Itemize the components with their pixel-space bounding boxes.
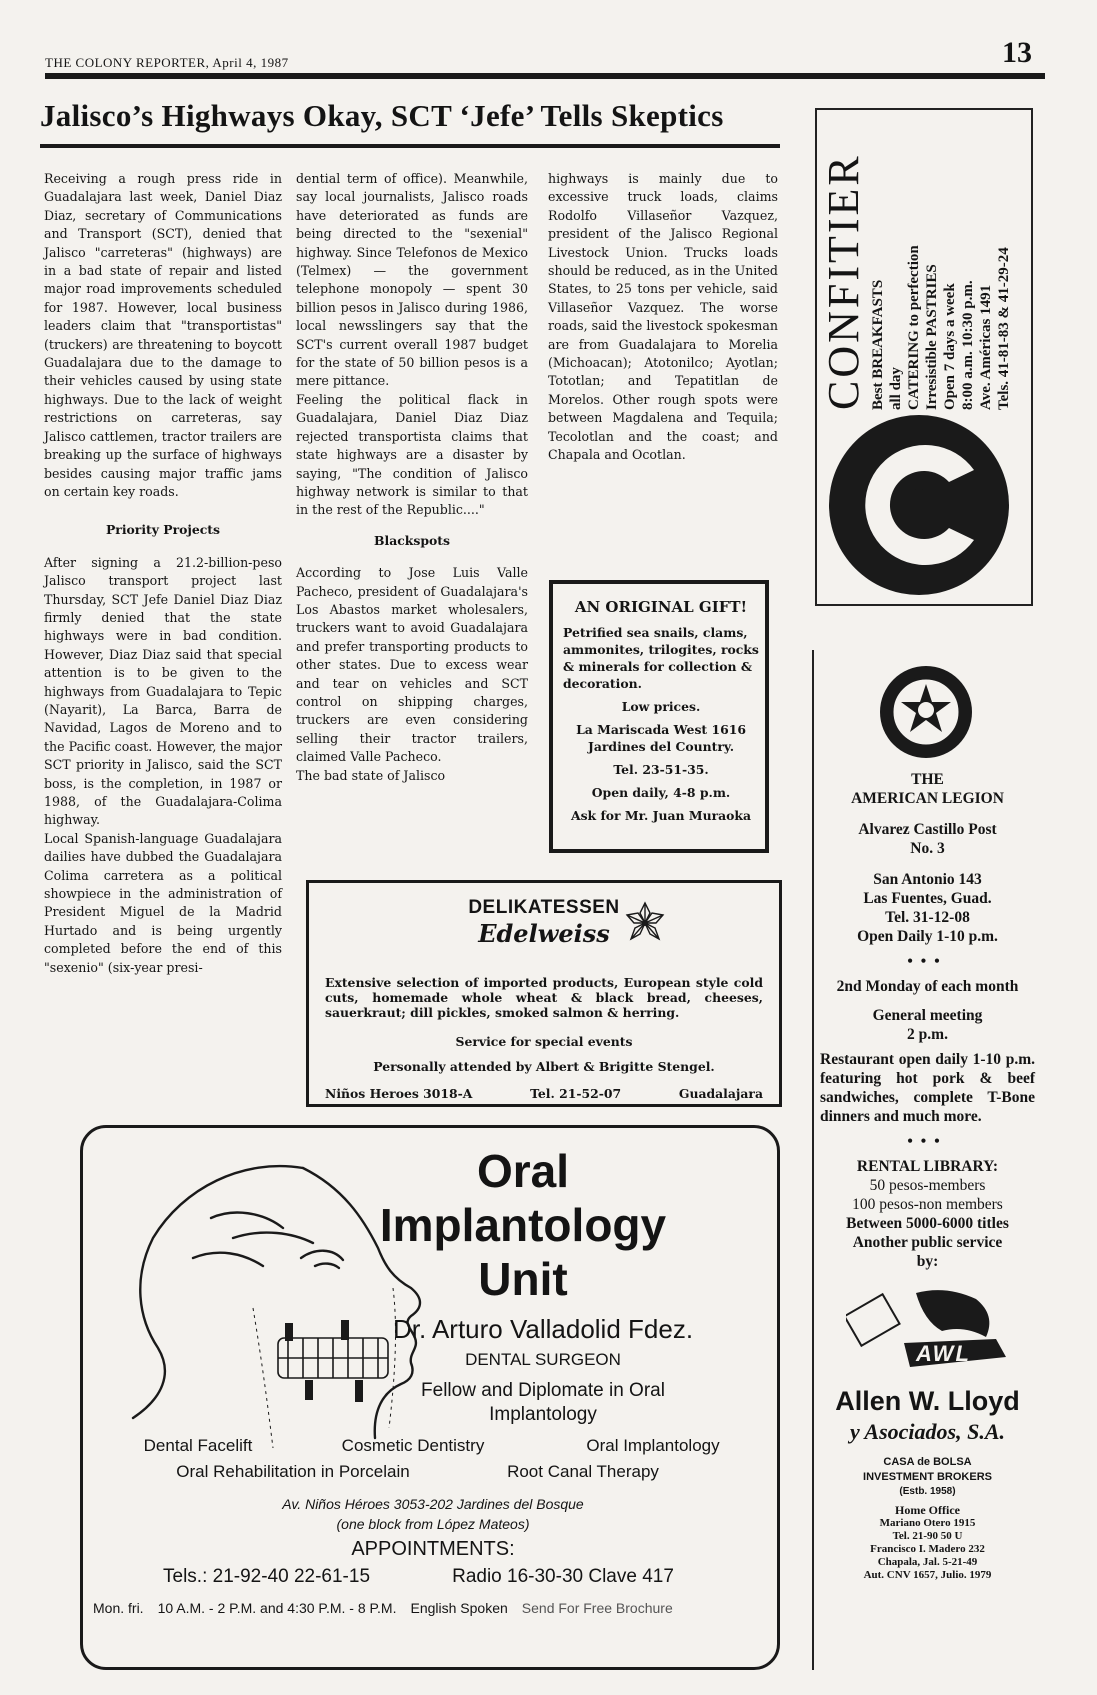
dental-ad [80, 1125, 780, 1670]
subhead-blackspots: Blackspots [374, 532, 450, 548]
dental-address: Av. Niños Héroes 3053-202 Jardines del Bosque [282, 1496, 584, 1512]
library-line: 100 pesos-non members [852, 1196, 1003, 1213]
confitier-line: Open 7 days a week [942, 283, 958, 410]
confitier-line: CATERING to perfection [906, 245, 922, 410]
library-line: by: [916, 1253, 939, 1270]
legion-ad [812, 650, 1039, 1670]
deli-ad-script-name: Edelweiss [478, 919, 610, 948]
legion-title: AMERICAN LEGION [851, 790, 1004, 807]
lloyd-asociados: y Asociados, S.A. [849, 1419, 1006, 1444]
gift-ad [549, 580, 769, 853]
edelweiss-flower-icon [623, 899, 667, 947]
lloyd-office: Chapala, Jal. 5-21-49 [877, 1556, 978, 1568]
article-paragraph: After signing a 21.2-billion-peso Jalisco transport project last Thursday, SCT Jefe Daniel Diaz Diaz firmly denied that the state highways were in bad condition. However, Diaz Diaz said that special attention is to be given to the highways from Guadalajara to Tepic (Nayarit), La Barca, Barra de Navidad, Lagos de Moreno and to the Pacific coast. However, the major SCT priority in Jalisco, said the SCT boss, is the completion, in 1987 or 1988, of the Guadalajara-Colima highway. [44, 554, 282, 828]
dental-hours-row [93, 1600, 763, 1616]
article-paragraph: Receiving a rough press ride in Guadalajara last week, Daniel Diaz Diaz, secretary of Communications and Transport (SCT), denied that Jalisco "carreteras" (highways) are in a bad state of repair and listed major road improvements scheduled for 1987. However, local business leaders claim that "transportistas" (truckers) are threatening to boycott Guadalajara due to the damage to their vehicles caused by using state highways. Due to the lack of weight restrictions on carreteras, say Jalisco cattlemen, tractor trailers are breaking up the surface of highways besides causing major traffic jams on certain key roads. [44, 171, 282, 499]
gift-ad-address: La Mariscada West 1616 Jardines del Country. [576, 722, 746, 754]
deli-ad-address: Niños Heroes 3018-A [325, 1086, 473, 1101]
article-column-2 [296, 170, 528, 785]
subhead-priority-projects: Priority Projects [105, 522, 220, 538]
article-column-3 [548, 170, 778, 465]
page-number: 13 [1002, 36, 1032, 69]
deli-ad-body: Extensive selection of imported products, European style cold cuts, homemade whole wheat & black bread, cheeses, sauerkraut; dill pickles, smoked salmon & herring. [325, 975, 763, 1020]
article-paragraph: highways is mainly due to excessive truck loads, claims Rodolfo Villaseñor Vazquez, president of the Jalisco Regional Livestock Union. Trucks loads should be reduced, as in the United States, to 25 tons per vehicle, said Villaseñor Vazquez. The worse roads, said the livestock spokesman are from Guadalajara to Morelia (Michoacan); Atotonilco; Ayotlan; Tototlan; and Tepatitlan de Morelos. Other rough spots were between Magdalena and Tequila; Tecolotlan and the coast; and Chapala and Ocotlan. [548, 171, 778, 463]
deli-ad-tel: Tel. 21-52-07 [530, 1086, 622, 1101]
deli-ad-footer [325, 1086, 763, 1101]
deli-logo [325, 897, 763, 955]
deli-ad [306, 880, 782, 1107]
confitier-name: CONFITIER [819, 153, 868, 410]
gift-ad-body: Petrified sea snails, clams, ammonites, trilogites, rocks & minerals for collection & decoration. [563, 625, 759, 691]
legion-restaurant: Restaurant open daily 1-10 p.m. featuring hot pork & beef sandwiches, complete T-Bone dinners and much more. [820, 1051, 1035, 1125]
article-paragraph: dential term of office). Meanwhile, say local journalists, Jalisco roads have deteriorated as funds are being directed to the "sexenial" highway. Since Telefonos de Mexico (Telmex) — the government telephone monopoly — spent 30 billion pesos in Jalisco during 1986, local newsslingers say that the SCT's current overall 1987 budget for the state of 50 billion pesos is a mere pittance. [296, 171, 528, 389]
legion-meeting: General meeting [872, 1007, 983, 1024]
article-paragraph: The bad state of Jalisco [296, 767, 446, 783]
article-paragraph: According to Jose Luis Valle Pacheco, president of Guadalajara's Los Abastos market wholesalers, truckers want to avoid Guadalajara and prefer transporting products to other states. Due to excess wear and tear on vehicles and SCT control on shipping charges, truckers are even considering selling their tractor trailers, claimed Valle Pacheco. [296, 565, 528, 765]
library-title: RENTAL LIBRARY: [856, 1158, 999, 1175]
legion-tel: Tel. 31-12-08 [885, 909, 970, 926]
deli-ad-title: DELIKATESSEN [468, 897, 620, 918]
library-line: Between 5000-6000 titles [846, 1215, 1009, 1232]
separator-dots: ••• [907, 1133, 948, 1150]
american-legion-emblem-icon [876, 662, 976, 762]
dental-service: Root Canal Therapy [507, 1462, 659, 1481]
dental-brochure: Send For Free Brochure [521, 1600, 673, 1616]
lloyd-office: Aut. CNV 1657, Julio. 1979 [863, 1569, 992, 1581]
library-line: Another public service [852, 1234, 1003, 1251]
masthead-rule [45, 73, 1045, 79]
lloyd-name: Allen W. Lloyd [835, 1386, 1020, 1416]
lloyd-casa: CASA de BOLSA [883, 1456, 972, 1468]
confitier-line: Tels. 41-81-83 & 41-29-24 [996, 247, 1012, 410]
dental-hours-day: Mon. fri. [93, 1600, 144, 1616]
article-column-1 [44, 170, 282, 977]
legion-hours: Open Daily 1-10 p.m. [857, 928, 998, 945]
gift-ad-prices: Low prices. [621, 699, 701, 714]
dental-address: (one block from López Mateos) [336, 1516, 530, 1532]
separator-dots: ••• [907, 953, 948, 970]
article-paragraph: Local Spanish-language Guadalajara dailies have dubbed the Guadalajara Colima carretera as a political showpiece in the administration of President Miguel de la Madrid Hurtado and is being urgently completed before the end of this "sexenio" (six-year presi- [44, 830, 282, 975]
masthead-publication: THE COLONY REPORTER, April 4, 1987 [45, 55, 289, 70]
dental-appointments: APPOINTMENTS: [351, 1538, 515, 1560]
confitier-line: Best BREAKFASTS [870, 279, 886, 410]
confitier-line: Irresistible PASTRIES [924, 264, 940, 410]
library-line: 50 pesos-members [869, 1177, 986, 1194]
dental-tels: Tels.: 21-92-40 22-61-15 [163, 1566, 371, 1587]
legion-address: San Antonio 143 [873, 871, 982, 888]
legion-meeting: 2 p.m. [907, 1026, 948, 1043]
awl-logo-text: AWL [916, 1341, 971, 1366]
dental-service: Cosmetic Dentistry [341, 1436, 485, 1455]
lloyd-brokers: INVESTMENT BROKERS [863, 1471, 992, 1483]
dental-english: English Spoken [410, 1600, 508, 1616]
dental-doctor: Dr. Arturo Valladolid Fdez. [392, 1314, 694, 1344]
legion-post: No. 3 [910, 840, 945, 857]
confitier-line: Ave. Américas 1491 [978, 284, 994, 410]
deli-ad-attended: Personally attended by Albert & Brigitte Stengel. [373, 1059, 715, 1074]
dental-title-line: Oral [476, 1145, 570, 1197]
dental-service: Dental Facelift [143, 1436, 253, 1455]
awl-logo [846, 1285, 1016, 1377]
gift-ad-contact: Ask for Mr. Juan Muraoka [570, 808, 752, 823]
lloyd-text [820, 1385, 1035, 1582]
dental-specialty: DENTAL SURGEON [465, 1350, 621, 1369]
lloyd-estb: (Estb. 1958) [899, 1486, 956, 1497]
dental-hours: 10 A.M. - 2 P.M. and 4:30 P.M. - 8 P.M. [157, 1600, 397, 1616]
confitier-ad [815, 108, 1033, 606]
legion-post: Alvarez Castillo Post [858, 821, 997, 838]
legion-address: Las Fuentes, Guad. [863, 890, 992, 907]
lloyd-office-title: Home Office [895, 1503, 960, 1517]
dental-title-line: Unit [478, 1253, 568, 1305]
lloyd-office: Mariano Otero 1915 [879, 1517, 976, 1529]
confitier-logo-icon [819, 410, 1019, 600]
article-paragraph: Feeling the political flack in Guadalajara, Daniel Diaz Diaz rejected transportista claims that state highways are a disaster by saying, "The condition of Jalisco highway network is similar to that in the rest of the Republic...." [296, 391, 528, 518]
deli-ad-city: Guadalajara [678, 1086, 763, 1101]
lloyd-office: Tel. 21-90 50 U [892, 1530, 963, 1542]
headline-rule [40, 144, 780, 148]
confitier-line: all day [888, 367, 904, 410]
gift-ad-title: AN ORIGINAL GIFT! [574, 598, 748, 616]
gift-ad-tel: Tel. 23-51-35. [613, 762, 709, 777]
dental-service: Oral Rehabilitation in Porcelain [176, 1462, 410, 1481]
dental-title [373, 1144, 673, 1306]
dental-service: Oral Implantology [586, 1436, 720, 1455]
dental-fellow: Fellow and Diplomate in Oral [421, 1380, 665, 1401]
dental-title-line: Implantology [379, 1199, 667, 1251]
confitier-line: 8:00 a.m. 10:30 p.m. [960, 280, 976, 410]
legion-text [820, 770, 1035, 1271]
dental-fellow: Implantology [489, 1404, 597, 1425]
dental-radio: Radio 16-30-30 Clave 417 [452, 1566, 674, 1587]
deli-ad-service: Service for special events [455, 1034, 633, 1049]
confitier-text-block [819, 110, 1029, 410]
legion-meeting: 2nd Monday of each month [836, 978, 1019, 995]
article-headline: Jalisco’s Highways Okay, SCT ‘Jefe’ Tells Skeptics [40, 98, 724, 133]
gift-ad-hours: Open daily, 4-8 p.m. [591, 785, 731, 800]
lloyd-office: Francisco I. Madero 232 [870, 1543, 985, 1555]
legion-title: THE [911, 771, 944, 788]
